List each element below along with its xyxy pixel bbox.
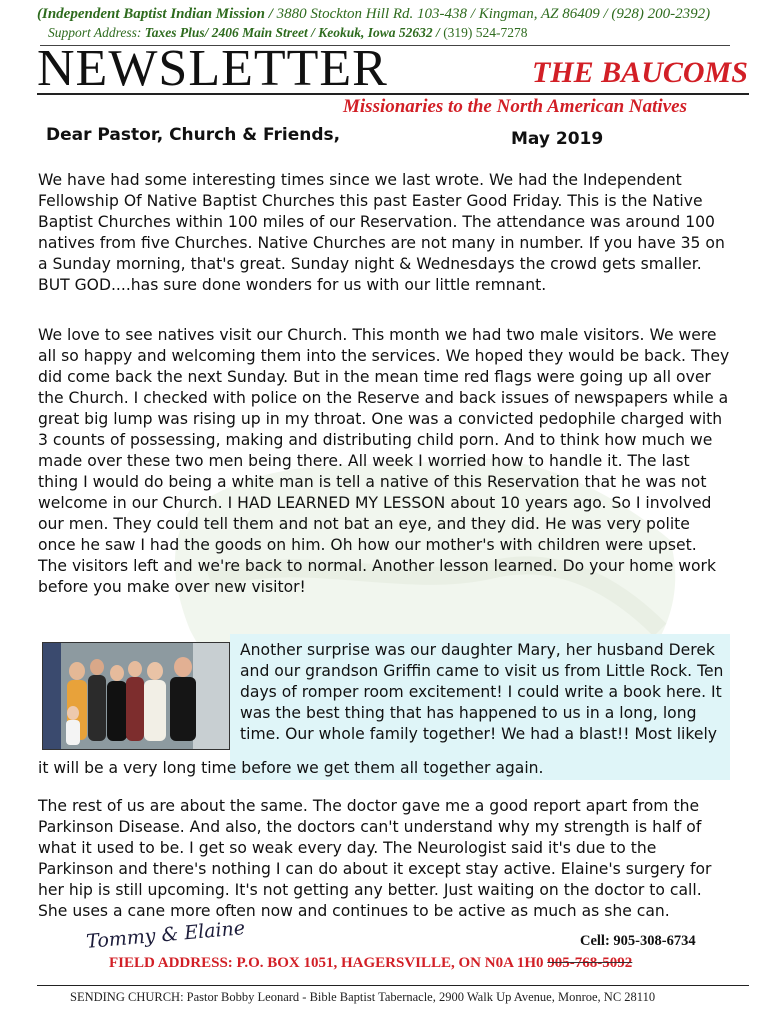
- mission-header: [37, 6, 710, 23]
- paragraph-3-end: [38, 758, 738, 779]
- cell-phone: Cell: 905-308-6734: [580, 933, 696, 949]
- text-line: The rest of us are about the same. The doctor gave me a good report apart from the: [38, 797, 700, 815]
- text-line: all so happy and welcoming them into the services. We hoped they would be back. They: [38, 347, 730, 365]
- text-line: great big lump was rising up in my throat. One was a convicted pedophile charged with: [38, 410, 723, 428]
- text-line: our men. They could tell them and not bat an eye, and they did. He was very polite: [38, 515, 690, 533]
- text-line: her hip is still upcoming. It's not getting any better. Just waiting on the doctor to call.: [38, 881, 702, 899]
- text-line: We love to see natives visit our Church. This month we had two male visitors. We were: [38, 326, 717, 344]
- sending-church: SENDING CHURCH: Pastor Bobby Leonard - Bible Baptist Tabernacle, 2900 Walk Up Avenue, Monroe, NC 28110: [70, 990, 656, 1004]
- newsletter-title: NEWSLETTER: [37, 40, 388, 97]
- text-line: before you make over new visitor!: [38, 578, 306, 596]
- salutation: Dear Pastor, Church & Friends,: [46, 125, 341, 145]
- support-phone: (319) 524-7278: [443, 25, 528, 40]
- paragraph-3: [240, 640, 730, 745]
- text-line: once he saw I had the goods on him. Oh how our mother's with children were upset.: [38, 536, 697, 554]
- text-line: Fellowship Of Native Baptist Churches this past Easter Good Friday. This is the Native: [38, 192, 703, 210]
- text-line: and our grandson Griffin came to visit us from Little Rock. Ten: [240, 662, 724, 680]
- text-line: Parkinson and there's nothing I can do about it except stay active. Elaine's surgery for: [38, 860, 712, 878]
- text-line: Baptist Churches within 100 miles of our Reservation. The attendance was around 100: [38, 213, 715, 231]
- family-name: THE BAUCOMS: [532, 56, 748, 89]
- text-line: a Sunday morning, that's great. Sunday night & Wednesdays the crowd gets smaller.: [38, 255, 702, 273]
- text-line: it will be a very long time before we get them all together again.: [38, 759, 544, 777]
- paragraph-4: [38, 796, 738, 922]
- text-line: made over these two men being there. All week I worried how to handle it. The last: [38, 452, 690, 470]
- text-line: BUT GOD....has sure done wonders for us with our little remnant.: [38, 276, 547, 294]
- field-address: FIELD ADDRESS: P.O. BOX 1051, HAGERSVILLE, ON N0A 1H0: [109, 955, 544, 971]
- text-line: We have had some interesting times since we last wrote. We had the Independent: [38, 171, 682, 189]
- text-line: Parkinson Disease. And also, the doctors can't understand why my strength is half of: [38, 818, 702, 836]
- text-line: thing I would do being a white man is tell a native of this Reservation that he was not: [38, 473, 707, 491]
- title-rule: [37, 93, 749, 95]
- family-photo: [42, 642, 230, 750]
- support-address: Taxes Plus/ 2406 Main Street / Keokuk, Iowa 52632 /: [144, 25, 440, 40]
- signature: Tommy & Elaine: [85, 917, 246, 953]
- footer-rule: [37, 985, 749, 986]
- text-line: the Church. I checked with police on the Reserve and back issues of newspapers while a: [38, 389, 729, 407]
- old-phone: 905-768-5092: [547, 955, 633, 971]
- text-line: 3 counts of possessing, making and distributing child porn. And to think how much we: [38, 431, 713, 449]
- text-line: time. Our whole family together! We had a blast!! Most likely: [240, 725, 718, 743]
- mission-address: 3880 Stockton Hill Rd. 103-438 / Kingman, AZ 86409 / (928) 200-2392): [276, 6, 711, 22]
- paragraph-2: [38, 325, 738, 598]
- subtitle: Missionaries to the North American Natives: [343, 96, 687, 117]
- text-line: Another surprise was our daughter Mary, her husband Derek: [240, 641, 715, 659]
- text-line: what it used to be. I get so weak every day. The Neurologist said it's due to the: [38, 839, 657, 857]
- paragraph-1: [38, 170, 738, 296]
- text-line: days of romper room excitement! I could write a book here. It: [240, 683, 722, 701]
- support-address-line: [48, 25, 528, 41]
- text-line: was the best thing that has happened to us in a long, long: [240, 704, 697, 722]
- support-label: Support Address:: [48, 25, 142, 40]
- field-address-line: [109, 955, 632, 972]
- mission-name: (Independent Baptist Indian Mission /: [37, 6, 273, 22]
- text-line: The visitors left and we're back to normal. Another lesson learned. Do your home work: [38, 557, 717, 575]
- text-line: natives from five Churches. Native Churches are not many in number. If you have 35 on: [38, 234, 725, 252]
- text-line: She uses a cane more often now and continues to be active as much as she can.: [38, 902, 670, 920]
- text-line: did come back the next Sunday. But in the mean time red flags were going up all over: [38, 368, 711, 386]
- text-line: welcome in our Church. I HAD LEARNED MY LESSON about 10 years ago. So I involved: [38, 494, 712, 512]
- newsletter-date: May 2019: [511, 129, 604, 149]
